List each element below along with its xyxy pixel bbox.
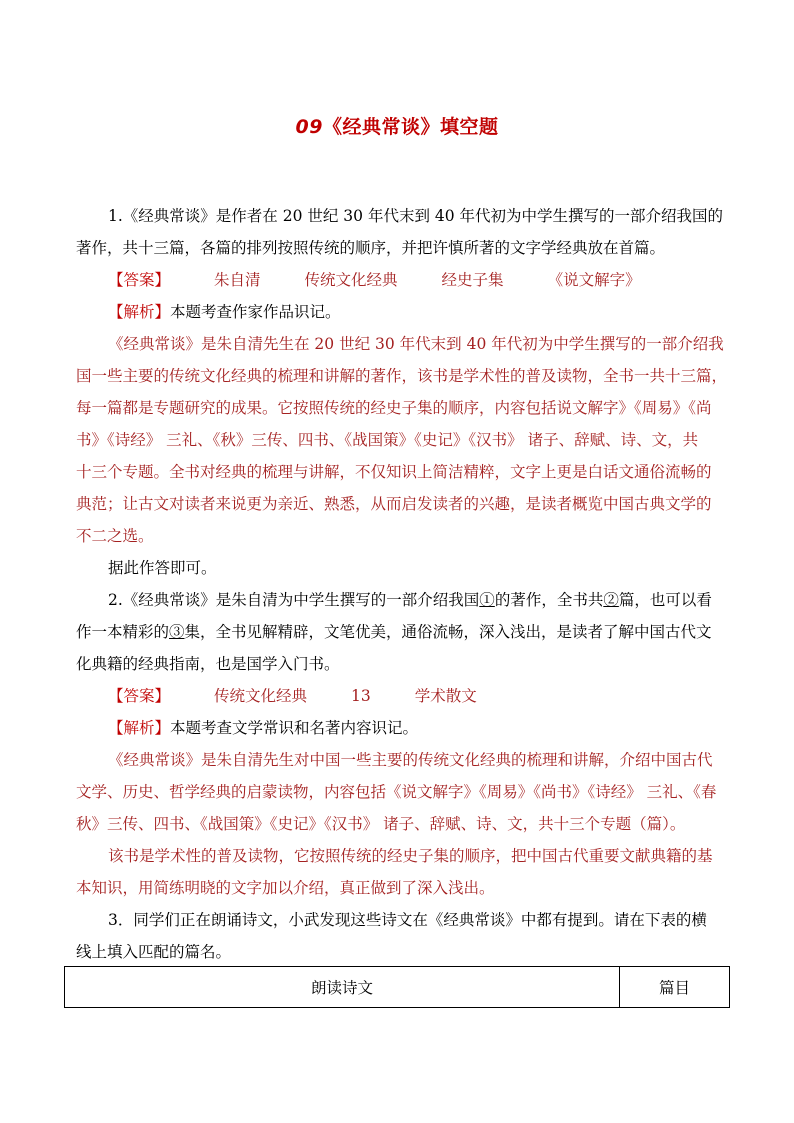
blank-2: ②: [603, 591, 619, 609]
q1-conclusion: 据此作答即可。: [108, 559, 217, 577]
analysis-head-text: 本题考查作家作品识记。: [170, 303, 341, 321]
answer-tag: 【答案】: [108, 271, 171, 289]
analysis-head-text: 本题考查文学常识和名著内容识记。: [170, 719, 419, 737]
q3-line-2: 线上填入匹配的篇名。: [76, 943, 232, 961]
title-number: 09: [295, 116, 323, 138]
blank-1: ①: [479, 591, 495, 609]
question-1: [76, 200, 728, 584]
q1-line-2: 著作，共十三篇，各篇的排列按照传统的顺序，并把许慎所著的文字学经典放在首篇。: [76, 239, 666, 257]
title-text: 《经典常谈》填空题: [322, 116, 499, 138]
q3-line-1: 3．同学们正在朗诵诗文，小武发现这些诗文在《经典常谈》中都有提到。请在下表的横: [108, 911, 707, 929]
poem-table: [64, 966, 730, 1008]
answer-tag: 【答案】: [108, 687, 171, 705]
q1-line-1: 1.《经典常谈》是作者在 20 世纪 30 年代末到 40 年代初为中学生撰写的一部介绍我国的: [108, 207, 724, 225]
q1-analysis-line: 国一些主要的传统文化经典的梳理和讲解的著作，该书是学术性的普及读物，全书一共十三篇，: [76, 367, 728, 385]
analysis-tag: 【解析】: [108, 303, 171, 321]
q2-text: 的著作，全书共: [494, 591, 604, 609]
answer-item: 传统文化经典: [214, 687, 308, 705]
answer-item: 《说文解字》: [547, 271, 641, 289]
q2-text: 2.《经典常谈》是朱自清为中学生撰写的一部介绍我国: [108, 591, 480, 609]
q1-analysis-head: [76, 296, 724, 328]
q2-analysis-line: 《经典常谈》是朱自清先生对中国一些主要的传统文化经典的梳理和讲解，介绍中国古代: [108, 751, 713, 769]
q2-analysis-line: 秋》三传、四书、《战国策》《史记》《汉书》 诸子、辞赋、诗、文，共十三个专题（篇）。: [76, 815, 686, 833]
question-2: [76, 584, 724, 904]
answer-item: 朱自清: [214, 271, 261, 289]
q2-analysis-line: 该书是学术性的普及读物，它按照传统的经史子集的顺序，把中国古代重要文献典籍的基: [108, 847, 713, 865]
answer-item: 传统文化经典: [304, 271, 398, 289]
q2-text: 作一本精彩的: [76, 623, 170, 641]
q1-analysis-line: 不二之选。: [76, 527, 154, 545]
answer-item: 学术散文: [414, 687, 477, 705]
q2-text: 篇，也可以看: [618, 591, 712, 609]
q2-analysis-line: 文学、历史、哲学经典的启蒙读物，内容包括《说文解字》《周易》《尚书》《诗经》 三礼、《春: [76, 783, 717, 801]
q2-answer-row: [76, 680, 724, 712]
table-header-row: [65, 967, 730, 1008]
question-3: [76, 904, 724, 968]
q2-line-2: [76, 616, 724, 648]
table-header-cell: 篇目: [620, 967, 730, 1008]
q1-analysis-line: 典范；让古文对读者来说更为亲近、熟悉，从而启发读者的兴趣，是读者概览中国古典文学的: [76, 495, 712, 513]
q1-analysis-line: 书》《诗经》 三礼、《秋》三传、四书、《战国策》《史记》《汉书》 诸子、辞赋、诗、文，共: [76, 431, 699, 449]
q1-analysis-line: 每一篇都是专题研究的成果。它按照传统的经史子集的顺序，内容包括说文解字》《周易》《尚: [76, 399, 712, 417]
q1-answer-row: [76, 264, 724, 296]
q2-analysis-line: 本知识，用简练明晓的文字加以介绍，真正做到了深入浅出。: [76, 879, 495, 897]
q2-line-3: 化典籍的经典指南，也是国学入门书。: [76, 655, 340, 673]
answer-item: 13: [351, 687, 371, 705]
q2-analysis-head: [76, 712, 724, 744]
q1-analysis-line: 十三个专题。全书对经典的梳理与讲解，不仅知识上简洁精粹，文字上更是白话文通俗流畅的: [76, 463, 712, 481]
q2-text: 集，全书见解精辟，文笔优美，通俗流畅，深入浅出，是读者了解中国古代文: [184, 623, 712, 641]
page-title: [0, 112, 794, 139]
analysis-tag: 【解析】: [108, 719, 171, 737]
q2-line-1: [76, 584, 724, 616]
blank-3: ③: [169, 623, 185, 641]
answer-item: 经史子集: [441, 271, 504, 289]
q1-analysis-line: 《经典常谈》是朱自清先生在 20 世纪 30 年代末到 40 年代初为中学生撰写的一部介绍我: [108, 335, 724, 353]
table-header-cell: 朗读诗文: [65, 967, 620, 1008]
